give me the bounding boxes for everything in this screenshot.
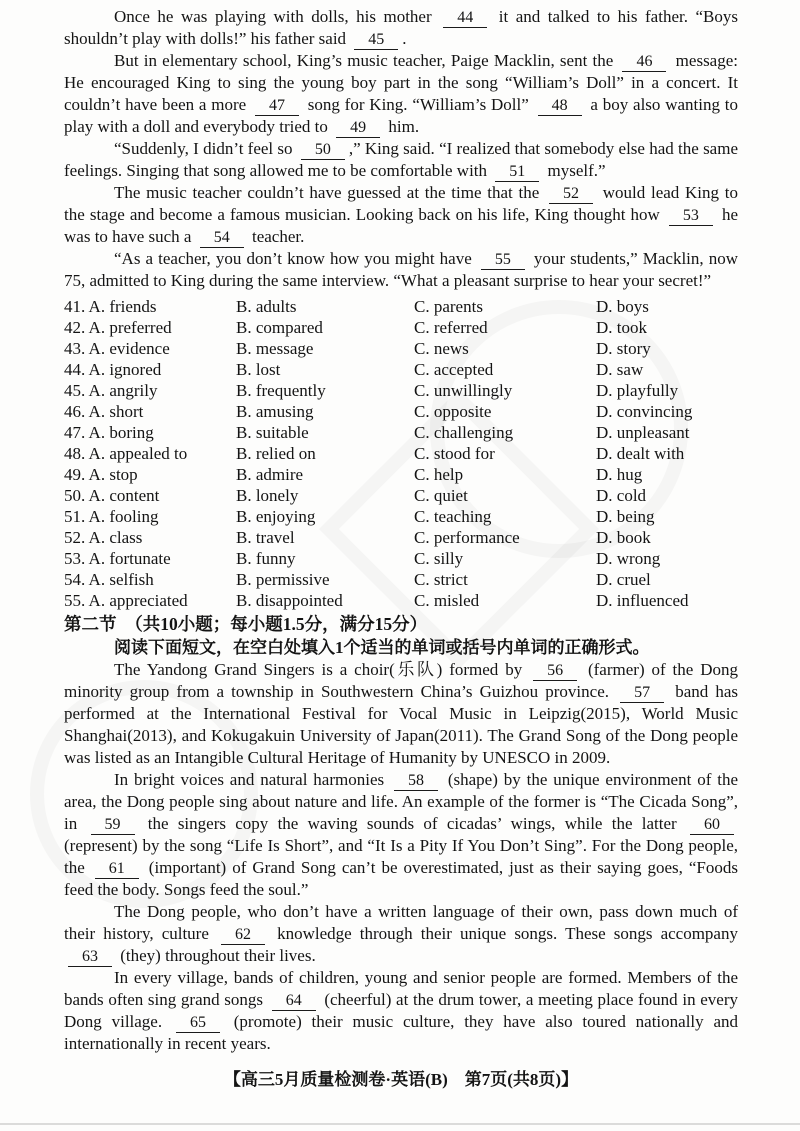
option-a: 46. A. short [64,402,144,421]
option-row-42 [64,317,738,338]
grammar-fill-passage [64,659,738,1055]
option-b: B. admire [236,465,304,484]
grammar-paragraph: The Dong people, who don’t have a written language of their own, pass down much of their history, culture 62 knowledge through their unique songs. These songs accompany 63 (they) throughout their lives. [64,902,738,965]
option-a: 47. A. boring [64,423,154,442]
cloze-paragraph: “As a teacher, you don’t know how you might have 55 your students,” Macklin, now 75, admitted to King during the same interview. “What a pleasant surprise to hear your secret!” [64,249,739,290]
page-footer: 【高三5月质量检测卷·英语(B) 第7页(共8页)】 [223,1070,579,1089]
option-d: D. book [596,528,651,547]
option-a: 44. A. ignored [64,360,162,379]
option-b: B. relied on [236,444,316,463]
blank-52: 52 [549,185,593,204]
option-c: C. referred [414,318,488,337]
option-a: 52. A. class [64,528,143,547]
option-row-48 [64,443,738,464]
option-a: 55. A. appreciated [64,591,188,610]
option-a: 42. A. preferred [64,318,172,337]
option-b: B. compared [236,318,323,337]
option-row-47 [64,422,738,443]
option-row-54 [64,569,738,590]
option-row-55 [64,590,738,611]
option-d: D. hug [596,465,643,484]
blank-53: 53 [669,207,713,226]
option-a: 45. A. angrily [64,381,158,400]
option-d: D. cold [596,486,647,505]
option-row-53 [64,548,738,569]
blank-62: 62 [221,926,265,945]
option-b: B. permissive [236,570,330,589]
option-b: B. funny [236,549,296,568]
page-content [64,6,738,1091]
blank-57: 57 [620,684,664,703]
option-a: 48. A. appealed to [64,444,188,463]
option-d: D. dealt with [596,444,685,463]
option-c: C. news [414,339,469,358]
section2-header: 第二节 （共10小题；每小题1.5分，满分15分） [64,614,428,634]
option-c: C. strict [414,570,468,589]
option-row-43 [64,338,738,359]
cloze-paragraph: Once he was playing with dolls, his mother 44 it and talked to his father. “Boys shouldn’t play with dolls!” his father said 45 . [64,7,738,48]
option-d: D. wrong [596,549,661,568]
option-row-45 [64,380,738,401]
option-d: D. playfully [596,381,679,400]
option-d: D. being [596,507,655,526]
option-c: C. quiet [414,486,468,505]
option-d: D. cruel [596,570,651,589]
option-c: C. challenging [414,423,514,442]
blank-58: 58 [394,772,438,791]
option-a: 41. A. friends [64,297,157,316]
blank-59: 59 [91,816,135,835]
blank-55: 55 [481,251,525,270]
option-a: 54. A. selfish [64,570,154,589]
option-b: B. amusing [236,402,314,421]
option-a: 43. A. evidence [64,339,170,358]
option-row-51 [64,506,738,527]
option-c: C. performance [414,528,520,547]
option-row-46 [64,401,738,422]
option-d: D. influenced [596,591,689,610]
option-d: D. unpleasant [596,423,690,442]
grammar-paragraph: The Yandong Grand Singers is a choir(乐队) formed by 56 (farmer) of the Dong minority group from a township in Southwestern China’s Guizhou province. 57 band has performed at the International Festival for Vocal Music in Leipzig(2015), World Music Shanghai(2013), and Kokugakuin University of Japan(2011). The Grand Song of the Dong people was listed as an Intangible Cultural Heritage of Humanity by UNESCO in 2009. [64,660,738,767]
option-b: B. disappointed [236,591,343,610]
option-c: C. parents [414,297,483,316]
blank-46: 46 [622,53,666,72]
option-row-50 [64,485,738,506]
option-c: C. help [414,465,464,484]
option-c: C. silly [414,549,464,568]
option-d: D. story [596,339,651,358]
option-b: B. adults [236,297,297,316]
blank-60: 60 [690,816,734,835]
option-d: D. took [596,318,647,337]
section2-instruction: 阅读下面短文，在空白处填入1个适当的单词或括号内单词的正确形式。 [114,638,650,657]
option-b: B. travel [236,528,295,547]
blank-56: 56 [533,662,577,681]
option-c: C. unwillingly [414,381,513,400]
blank-50: 50 [301,141,345,160]
blank-63: 63 [68,948,112,967]
option-a: 49. A. stop [64,465,138,484]
option-b: B. suitable [236,423,309,442]
option-d: D. convincing [596,402,693,421]
option-c: C. stood for [414,444,495,463]
grammar-paragraph: In every village, bands of children, young and senior people are formed. Members of the bands often sing grand songs 64 (cheerful) at the drum tower, a meeting place found in every Dong village. 65 (promote) their music culture, they have also toured nationally and internationally in recent years. [64,968,739,1053]
scan-edge [0,1123,800,1125]
option-b: B. message [236,339,314,358]
option-row-44 [64,359,738,380]
cloze-paragraph: But in elementary school, King’s music teacher, Paige Macklin, sent the 46 message: He encouraged King to sing the young boy part in the song “William’s Doll” in a concert. It couldn’t have been a more 47 song for King. “William’s Doll” 48 a boy also wanting to play with a doll and everybody tried to 49 him. [64,51,738,136]
option-c: C. opposite [414,402,492,421]
option-row-49 [64,464,738,485]
blank-49: 49 [336,119,380,138]
blank-61: 61 [95,860,139,879]
blank-44: 44 [443,9,487,28]
option-c: C. misled [414,591,480,610]
option-c: C. accepted [414,360,494,379]
option-c: C. teaching [414,507,492,526]
option-d: D. boys [596,297,649,316]
option-a: 53. A. fortunate [64,549,171,568]
blank-45: 45 [354,31,398,50]
blank-48: 48 [538,97,582,116]
cloze-passage [64,6,738,292]
blank-64: 64 [272,992,316,1011]
cloze-options-table [64,296,738,611]
option-row-52 [64,527,738,548]
option-b: B. lonely [236,486,299,505]
blank-51: 51 [495,163,539,182]
option-b: B. frequently [236,381,326,400]
grammar-paragraph: In bright voices and natural harmonies 58 (shape) by the unique environment of the area, the Dong people sing about nature and life. An example of the former is “The Cicada Song”, in 59 the singers copy the waving sounds of cicadas’ wings, while the latter 60 (represent) by the song “Life Is Short”, and “It Is a Pity If You Don’t Sing”. For the Dong people, the 61 (important) of Grand Song can’t be overestimated, just as their saying goes, “Foods feed the body. Songs feed the soul.” [64,770,738,899]
option-a: 50. A. content [64,486,160,505]
cloze-paragraph: The music teacher couldn’t have guessed at the time that the 52 would lead King to the stage and become a famous musician. Looking back on his life, King thought how 53 he was to have such a 54 teacher. [64,183,739,246]
option-b: B. lost [236,360,281,379]
blank-65: 65 [176,1014,220,1033]
option-row-41 [64,296,738,317]
blank-54: 54 [200,229,244,248]
option-d: D. saw [596,360,644,379]
blank-47: 47 [255,97,299,116]
option-b: B. enjoying [236,507,316,526]
option-a: 51. A. fooling [64,507,159,526]
cloze-paragraph: “Suddenly, I didn’t feel so 50 ,” King said. “I realized that somebody else had the same feelings. Singing that song allowed me to be comfortable with 51 myself.” [64,139,739,180]
